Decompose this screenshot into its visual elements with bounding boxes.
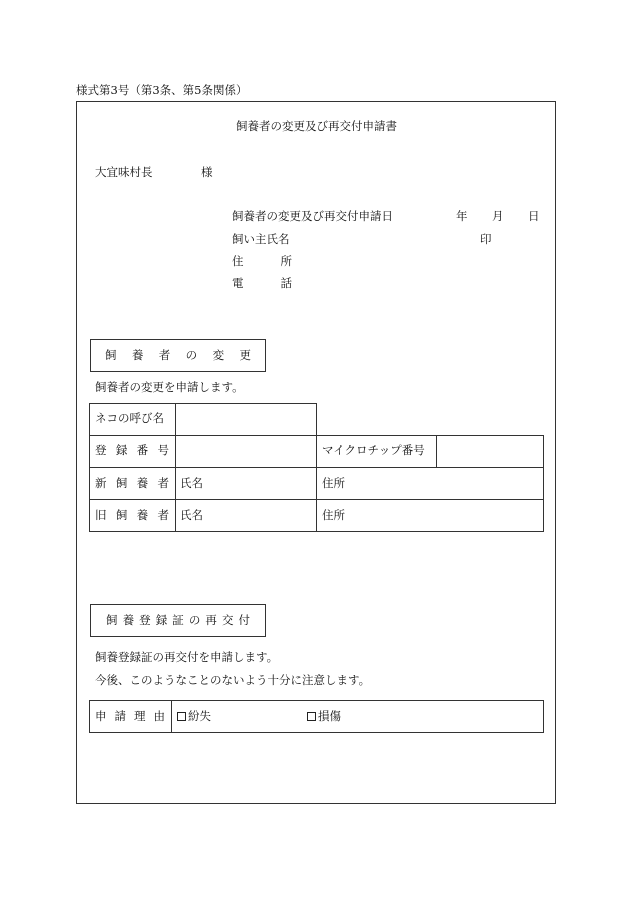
- phone-label: 電 話: [232, 276, 292, 290]
- registration-number-label: 登 録 番 号: [95, 443, 169, 457]
- reason-label: 申 請 理 由: [95, 709, 165, 723]
- reissue-statement-2: 今後、このようなことのないよう十分に注意します。: [95, 673, 371, 687]
- reissue-heading: 飼 養 登 録 証 の 再 交 付: [106, 613, 250, 627]
- reissue-statement-1: 飼養登録証の再交付を申請します。: [95, 650, 279, 664]
- new-owner-address-field[interactable]: 住所: [322, 476, 345, 490]
- address-label: 住 所: [232, 254, 292, 268]
- registration-number-cell[interactable]: [180, 439, 314, 465]
- date-day-label: 日: [528, 209, 540, 223]
- addressee-name: 大宜味村長: [95, 165, 153, 179]
- date-month-label: 月: [492, 209, 504, 223]
- option-damaged[interactable]: 損傷: [307, 711, 341, 723]
- form-number: 様式第3号（第3条、第5条関係）: [76, 83, 248, 97]
- owner-name-label: 飼い主氏名: [232, 232, 290, 246]
- old-owner-name-field[interactable]: 氏名: [180, 508, 203, 522]
- reissue-heading-box: [90, 604, 266, 637]
- microchip-number-cell[interactable]: [441, 439, 541, 465]
- new-owner-label: 新 飼 養 者: [95, 476, 169, 490]
- application-date-label: 飼養者の変更及び再交付申請日: [232, 209, 393, 223]
- damaged-checkbox[interactable]: [307, 712, 316, 721]
- lost-checkbox[interactable]: [177, 712, 186, 721]
- form-title: 飼養者の変更及び再交付申請書: [236, 119, 397, 133]
- addressee-honorific: 様: [201, 165, 213, 179]
- seal-mark: 印: [480, 232, 492, 246]
- date-year-label: 年: [456, 209, 468, 223]
- option-lost[interactable]: 紛失: [177, 711, 211, 723]
- owner-change-heading-box: [90, 339, 266, 372]
- cat-name-cell[interactable]: [180, 407, 314, 433]
- microchip-number-label: マイクロチップ番号: [322, 443, 425, 457]
- new-owner-name-field[interactable]: 氏名: [180, 476, 203, 490]
- old-owner-label: 旧 飼 養 者: [95, 508, 169, 522]
- owner-change-statement: 飼養者の変更を申請します。: [95, 380, 244, 394]
- owner-change-heading: 飼 養 者 の 変 更: [105, 348, 251, 362]
- cat-name-label: ネコの呼び名: [95, 411, 164, 425]
- old-owner-address-field[interactable]: 住所: [322, 508, 345, 522]
